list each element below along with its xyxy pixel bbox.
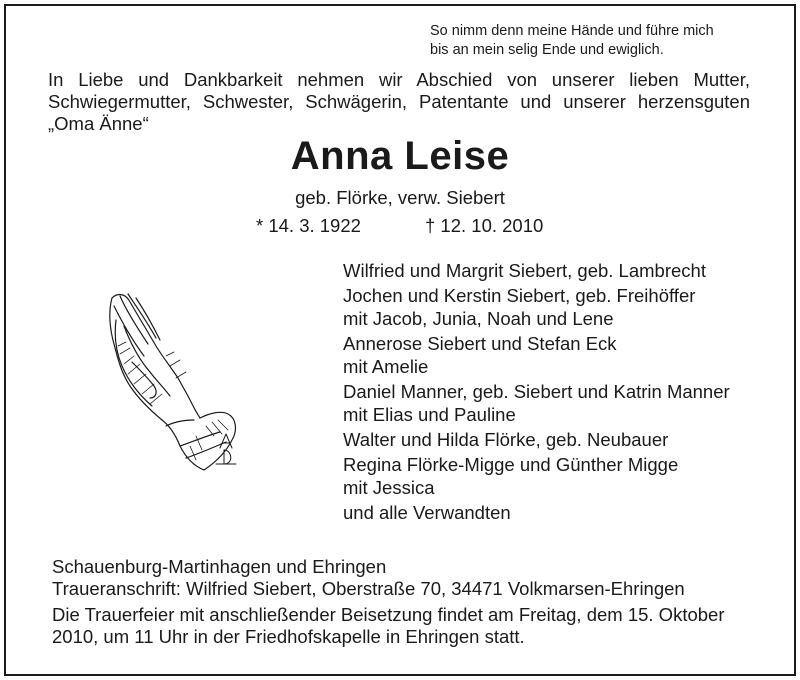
- mourner-entry: [343, 428, 783, 451]
- intro-text: In Liebe und Dankbarkeit nehmen wir Abschied von unserer lieben Mutter, Schwiegermutter, Schwester, Schwägerin, Patentante und unserer herzensguten „Oma Änne“: [48, 69, 750, 134]
- death-date: † 12. 10. 2010: [425, 215, 544, 236]
- mourner-entry: [343, 332, 783, 378]
- motto-line-1: So nimm denn meine Hände und führe mich: [430, 23, 714, 39]
- born-name: geb. Flörke, verw. Siebert: [295, 187, 505, 208]
- mourner-line: Jochen und Kerstin Siebert, geb. Freihöffer: [343, 285, 696, 306]
- mourner-line: Regina Flörke-Migge und Günther Migge: [343, 454, 679, 475]
- mourner-entry: [343, 453, 783, 499]
- mourner-entry: [343, 284, 783, 330]
- footer-place: Schauenburg-Martinhagen und Ehringen: [52, 556, 387, 577]
- mourner-line-children: mit Elias und Pauline: [343, 404, 516, 425]
- footer-ceremony: Die Trauerfeier mit anschließender Beisetzung findet am Freitag, dem 15. Oktober 2010, um 11 Uhr in der Friedhofskapelle in Ehringen statt.: [52, 604, 725, 647]
- mourner-line: Wilfried und Margrit Siebert, geb. Lambrecht: [343, 260, 706, 281]
- mourner-line-children: mit Jessica: [343, 477, 435, 498]
- praying-hands-icon: [96, 286, 246, 481]
- mourner-entry: [343, 501, 783, 524]
- mourner-line-children: mit Jacob, Junia, Noah und Lene: [343, 308, 614, 329]
- motto-line-2: bis an mein selig Ende und ewiglich.: [430, 42, 664, 58]
- deceased-name: Anna Leise: [290, 134, 510, 178]
- footer-address: Traueranschrift: Wilfried Siebert, Oberstraße 70, 34471 Volkmarsen-Ehringen: [52, 578, 685, 599]
- mourner-line: Annerose Siebert und Stefan Eck: [343, 333, 617, 354]
- mourner-entry: [343, 380, 783, 426]
- mourner-line: Walter und Hilda Flörke, geb. Neubauer: [343, 429, 669, 450]
- mourners-list: [343, 259, 783, 526]
- footer: [52, 556, 772, 648]
- mourner-entry: [343, 259, 783, 282]
- mourner-line: Daniel Manner, geb. Siebert und Katrin Manner: [343, 381, 730, 402]
- mourner-line-children: mit Amelie: [343, 356, 429, 377]
- motto-verse: [430, 22, 780, 60]
- mourner-line: und alle Verwandten: [343, 502, 511, 523]
- birth-date: * 14. 3. 1922: [256, 215, 361, 236]
